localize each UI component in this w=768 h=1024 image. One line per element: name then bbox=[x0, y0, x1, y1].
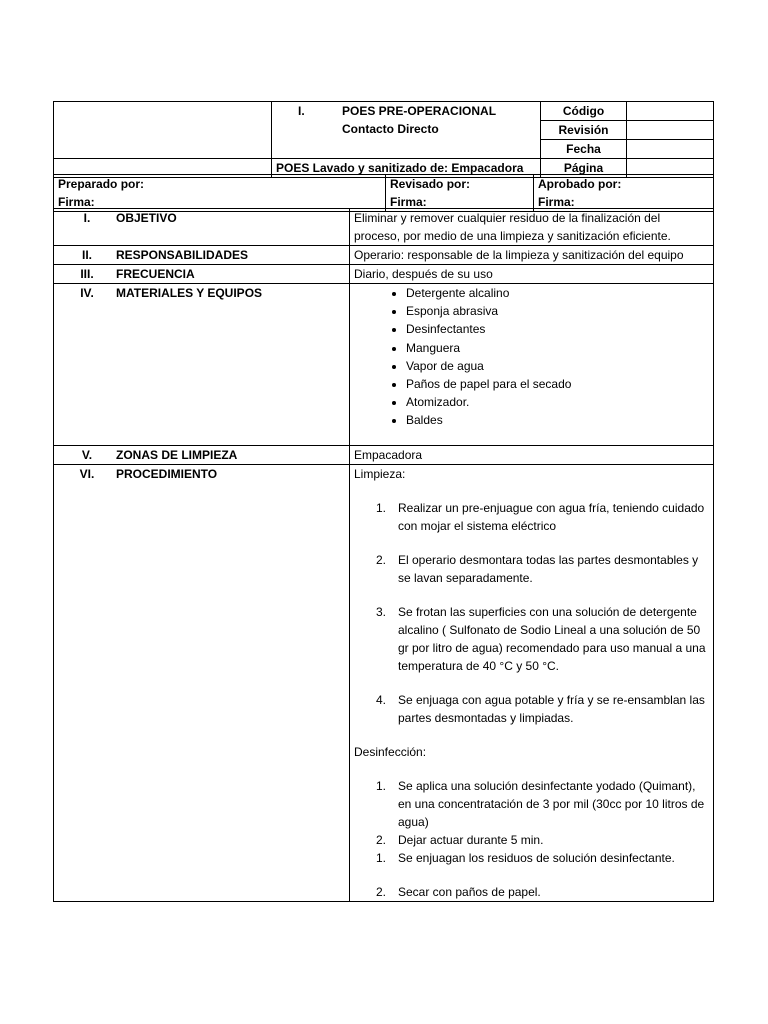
procedimiento-num: VI. bbox=[79, 467, 95, 481]
list-item: • Baldes bbox=[406, 411, 709, 429]
step-text: Realizar un pre-enjuague con agua fría, teniendo cuidado con mojar el sistema eléctrico bbox=[398, 501, 705, 533]
step-number: 4. bbox=[376, 693, 387, 707]
list-item bbox=[354, 777, 709, 831]
codigo-value bbox=[627, 102, 714, 121]
objetivo-num: I. bbox=[83, 211, 91, 225]
zonas-label: ZONAS DE LIMPIEZA bbox=[116, 448, 238, 462]
row-responsabilidades bbox=[54, 246, 714, 265]
materiales-num: IV. bbox=[80, 286, 94, 300]
revision-label: Revisión bbox=[541, 121, 627, 140]
doc-subtitle: Contacto Directo bbox=[342, 122, 439, 136]
materiales-list-cell bbox=[350, 284, 714, 446]
fecha-value bbox=[627, 140, 714, 159]
row-zonas bbox=[54, 446, 714, 465]
list-item: • Vapor de agua bbox=[406, 357, 709, 375]
doc-title: POES PRE-OPERACIONAL bbox=[342, 104, 497, 118]
list-item: • Paños de papel para el secado bbox=[406, 375, 709, 393]
objetivo-text: Eliminar y remover cualquier residuo de la finalización del proceso, por medio de una limpieza y sanitización eficiente. bbox=[350, 209, 714, 246]
list-item: • Desinfectantes bbox=[406, 320, 709, 338]
step-number: 1. bbox=[376, 501, 387, 515]
step-number: 1. bbox=[376, 851, 387, 865]
procedimiento-label: PROCEDIMIENTO bbox=[116, 467, 218, 481]
aprobado-label: Aprobado por: bbox=[538, 177, 622, 191]
lavado-label: POES Lavado y sanitizado de: Empacadora bbox=[272, 159, 541, 178]
responsabilidades-label: RESPONSABILIDADES bbox=[116, 248, 249, 262]
title-roman: I. bbox=[298, 104, 305, 118]
sections-table bbox=[53, 208, 714, 902]
revision-value bbox=[627, 121, 714, 140]
row-procedimiento bbox=[54, 465, 714, 902]
row-objetivo bbox=[54, 209, 714, 246]
list-item: • Manguera bbox=[406, 339, 709, 357]
list-item bbox=[354, 499, 709, 535]
step-text: Secar con paños de papel. bbox=[398, 885, 541, 899]
list-item: • Detergente alcalino bbox=[406, 284, 709, 302]
signatures-table bbox=[53, 174, 714, 212]
logo-cell bbox=[54, 102, 272, 159]
materiales-list bbox=[354, 284, 709, 430]
step-number: 2. bbox=[376, 833, 387, 847]
step-text: Se enjuaga con agua potable y fría y se re-ensamblan las partes desmontadas y limpiadas. bbox=[398, 693, 705, 725]
list-item: • Atomizador. bbox=[406, 393, 709, 411]
step-number: 2. bbox=[376, 885, 387, 899]
preparado-firma: Firma: bbox=[58, 195, 95, 209]
pagina-label: Página bbox=[541, 159, 627, 178]
frecuencia-label: FRECUENCIA bbox=[116, 267, 195, 281]
frecuencia-text: Diario, después de su uso bbox=[350, 265, 714, 284]
title-cell bbox=[272, 102, 541, 159]
limpieza-title: Limpieza: bbox=[354, 467, 406, 481]
revisado-label: Revisado por: bbox=[390, 177, 471, 191]
fecha-label: Fecha bbox=[541, 140, 627, 159]
desinfeccion-title: Desinfección: bbox=[354, 745, 427, 759]
list-item bbox=[354, 883, 709, 901]
list-item bbox=[354, 849, 709, 867]
step-number: 2. bbox=[376, 553, 387, 567]
header-table bbox=[53, 101, 714, 178]
row-frecuencia bbox=[54, 265, 714, 284]
step-text: Se enjuagan los residuos de solución desinfectante. bbox=[398, 851, 675, 865]
frecuencia-num: III. bbox=[80, 267, 94, 281]
list-item bbox=[354, 551, 709, 587]
step-number: 3. bbox=[376, 605, 387, 619]
procedimiento-cell bbox=[350, 465, 714, 902]
aprobado-firma: Firma: bbox=[538, 195, 575, 209]
responsabilidades-text: Operario: responsable de la limpieza y sanitización del equipo bbox=[350, 246, 714, 265]
codigo-label: Código bbox=[541, 102, 627, 121]
step-text: El operario desmontara todas las partes desmontables y se lavan separadamente. bbox=[398, 553, 699, 585]
preparado-cell bbox=[54, 175, 386, 212]
responsabilidades-num: II. bbox=[81, 248, 92, 262]
step-text: Se frotan las superficies con una solución de detergente alcalino ( Sulfonato de Sodio Lineal a una solución de 50 gr por litro de agua) recomendado para uso manual a una temperatura de 40 °C y 50 °C. bbox=[398, 605, 706, 673]
aprobado-cell bbox=[534, 175, 714, 212]
revisado-firma: Firma: bbox=[390, 195, 427, 209]
list-item: • Esponja abrasiva bbox=[406, 302, 709, 320]
step-text: Se aplica una solución desinfectante yodado (Quimant), en una concentratación de 3 por mil (30cc por 10 litros de agua) bbox=[398, 779, 705, 829]
zonas-num: V. bbox=[81, 448, 93, 462]
desinfeccion-steps bbox=[354, 777, 709, 901]
list-item bbox=[354, 603, 709, 675]
step-number: 1. bbox=[376, 779, 387, 793]
revisado-cell bbox=[386, 175, 534, 212]
objetivo-label: OBJETIVO bbox=[116, 211, 177, 225]
list-item bbox=[354, 691, 709, 727]
materiales-label: MATERIALES Y EQUIPOS bbox=[116, 286, 263, 300]
preparado-label: Preparado por: bbox=[58, 177, 145, 191]
limpieza-steps bbox=[354, 499, 709, 727]
row-materiales bbox=[54, 284, 714, 446]
zonas-text: Empacadora bbox=[350, 446, 714, 465]
step-text: Dejar actuar durante 5 min. bbox=[398, 833, 544, 847]
list-item bbox=[354, 831, 709, 849]
